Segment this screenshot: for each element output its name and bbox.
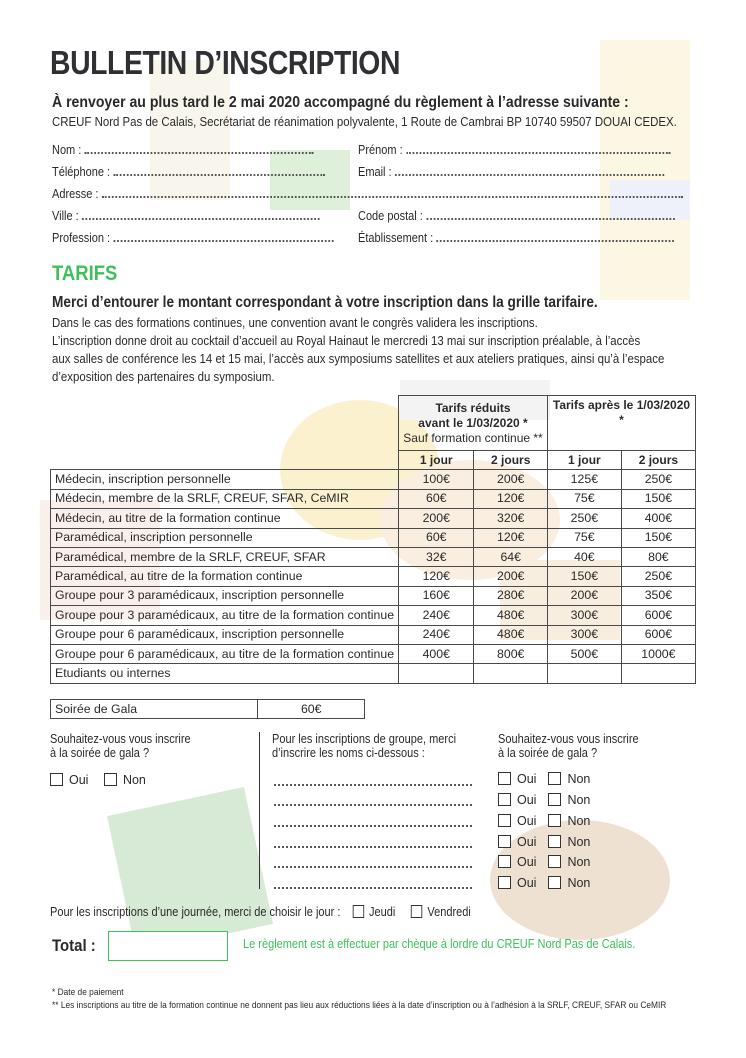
table-row — [51, 470, 696, 489]
etablissement-label: Établissement : — [358, 231, 434, 245]
non-checkbox[interactable] — [548, 876, 561, 889]
row-label: Groupe pour 3 paramédicaux, inscription personnelle — [51, 586, 399, 605]
non-label: Non — [567, 772, 591, 786]
col1-line: à la soirée de gala ? — [50, 746, 150, 760]
tarifs-heading: TARIFS — [52, 262, 118, 285]
oui-label: Oui — [517, 835, 537, 849]
tarif-instruction: Merci d’entourer le montant correspondant à votre inscription dans la grille tarifaire. — [52, 294, 598, 311]
table-row — [51, 509, 696, 528]
non-checkbox[interactable] — [548, 793, 561, 806]
gala-choice-individual — [50, 773, 146, 787]
total-label: Total : — [52, 936, 96, 955]
email-label: Email : — [358, 165, 392, 179]
ville-field[interactable] — [52, 208, 320, 223]
pricing-table — [50, 395, 696, 684]
price-cell[interactable]: 800€ — [474, 644, 548, 663]
oui-label: Oui — [69, 773, 89, 787]
price-cell[interactable]: 300€ — [547, 606, 621, 625]
oui-label: Oui — [517, 814, 537, 828]
price-cell[interactable]: 300€ — [547, 625, 621, 644]
non-checkbox[interactable] — [548, 835, 561, 848]
late-rate-title: Tarifs après le 1/03/2020 — [552, 398, 691, 412]
reduced-rate-header — [399, 396, 548, 451]
table-subheader-row — [51, 451, 696, 470]
price-cell[interactable]: 350€ — [621, 586, 695, 605]
profession-line[interactable] — [114, 230, 334, 242]
price-cell[interactable]: 250€ — [547, 509, 621, 528]
non-label: Non — [567, 793, 591, 807]
price-cell[interactable]: 400€ — [399, 644, 474, 663]
paragraph-line: aux salles de conférence les 14 et 15 mai, l’accès aux symposiums satellites et aux ateliers pratiques, ainsi qu’à l’espace — [52, 351, 665, 366]
day-choice — [50, 905, 471, 919]
row-label: Groupe pour 6 paramédicaux, au titre de la formation continue — [51, 644, 399, 663]
price-cell[interactable]: 75€ — [547, 528, 621, 547]
col3-line: Souhaitez-vous vous inscrire — [498, 732, 639, 746]
info-paragraph — [52, 314, 721, 386]
paragraph-line: Dans le cas des formations continues, une convention avant le congrès validera les inscriptions. — [52, 315, 538, 330]
mailing-address: CREUF Nord Pas de Calais, Secrétariat de réanimation polyvalente, 1 Route de Cambrai BP 10740 59507 DOUAI CEDEX. — [52, 114, 677, 129]
jeudi-checkbox[interactable] — [352, 905, 363, 918]
ville-label: Ville : — [52, 209, 79, 223]
oui-checkbox[interactable] — [50, 773, 63, 786]
price-cell[interactable]: 240€ — [399, 606, 474, 625]
group-gala-choice — [498, 772, 590, 786]
group-name-line[interactable] — [274, 784, 472, 786]
etablissement-line[interactable] — [437, 230, 675, 242]
page-title: BULLETIN D’INSCRIPTION — [50, 44, 401, 81]
footnote-date: * Date de paiement — [52, 987, 124, 998]
telephone-field[interactable] — [52, 164, 325, 179]
col3-line: à la soirée de gala ? — [498, 746, 598, 760]
price-cell[interactable] — [399, 664, 474, 683]
non-checkbox[interactable] — [548, 772, 561, 785]
price-cell[interactable]: 500€ — [547, 644, 621, 663]
group-gala-choice — [498, 855, 590, 869]
adresse-line[interactable] — [102, 186, 683, 198]
price-cell[interactable]: 200€ — [547, 586, 621, 605]
price-cell[interactable]: 150€ — [621, 528, 695, 547]
col2-instruction — [272, 732, 456, 760]
price-cell[interactable]: 32€ — [399, 547, 474, 566]
row-label: Médecin, membre de la SRLF, CREUF, SFAR, CeMIR — [51, 489, 399, 508]
price-cell[interactable]: 480€ — [474, 625, 548, 644]
footnote-formation: ** Les inscriptions au titre de la formation continue ne donnent pas lieu aux réductions liées à la date d’inscription ou à l’adhésion à la SRLF, CREUF, SFAR ou CeMIR — [52, 1000, 667, 1011]
oui-label: Oui — [517, 772, 537, 786]
col3-question — [498, 732, 639, 760]
oui-checkbox[interactable] — [498, 772, 511, 785]
table-row — [51, 489, 696, 508]
reduced-rate-title: Tarifs réduits — [435, 400, 511, 415]
email-line[interactable] — [395, 164, 664, 176]
vendredi-checkbox[interactable] — [411, 905, 422, 918]
nom-line[interactable] — [85, 142, 314, 154]
non-checkbox[interactable] — [104, 773, 117, 786]
adresse-field[interactable] — [52, 186, 683, 201]
non-label: Non — [567, 814, 591, 828]
group-name-line[interactable] — [274, 846, 472, 848]
group-gala-choice — [498, 876, 590, 890]
price-cell[interactable]: 320€ — [474, 509, 548, 528]
ville-line[interactable] — [82, 208, 320, 220]
paragraph-line: L’inscription donne droit au cocktail d’accueil au Royal Hainaut le mercredi 13 mai sur inscription préalable, à l’accès — [52, 333, 641, 348]
prenom-label: Prénom : — [358, 143, 403, 157]
row-label: Médecin, inscription personnelle — [51, 470, 399, 489]
sub-header-cell: 1 jour — [399, 451, 474, 470]
oui-checkbox[interactable] — [498, 793, 511, 806]
vendredi-label: Vendredi — [427, 905, 471, 919]
price-cell[interactable]: 250€ — [621, 567, 695, 586]
total-input[interactable] — [108, 931, 228, 961]
oui-checkbox[interactable] — [498, 835, 511, 848]
table-row — [51, 528, 696, 547]
price-cell[interactable]: 600€ — [621, 625, 695, 644]
reduced-rate-date: avant le 1/03/2020 * — [418, 415, 528, 430]
nom-label: Nom : — [52, 143, 82, 157]
late-rate-note: * — [619, 413, 624, 427]
oui-label: Oui — [517, 793, 537, 807]
table-row — [51, 586, 696, 605]
sub-header-cell: 2 jours — [474, 451, 548, 470]
col2-line: d’inscrire les noms ci-dessous : — [272, 746, 425, 760]
price-cell[interactable]: 400€ — [621, 509, 695, 528]
price-cell[interactable]: 60€ — [399, 528, 474, 547]
price-cell[interactable] — [474, 664, 548, 683]
group-name-line[interactable] — [274, 887, 472, 889]
table-row — [51, 547, 696, 566]
table-row — [51, 664, 696, 683]
row-label: Groupe pour 3 paramédicaux, au titre de la formation continue — [51, 606, 399, 625]
row-label: Paramédical, membre de la SRLF, CREUF, SFAR — [51, 547, 399, 566]
profession-label: Profession : — [52, 231, 111, 245]
price-cell[interactable]: 125€ — [547, 470, 621, 489]
price-cell[interactable]: 240€ — [399, 625, 474, 644]
late-rate-header — [547, 396, 695, 451]
group-gala-choice — [498, 793, 590, 807]
gala-row — [51, 700, 365, 719]
row-label: Paramédical, au titre de la formation continue — [51, 567, 399, 586]
row-label: Paramédical, inscription personnelle — [51, 528, 399, 547]
code-postal-line[interactable] — [426, 208, 674, 220]
email-field[interactable] — [358, 164, 664, 179]
table-header-row — [51, 396, 696, 451]
col1-line: Souhaitez-vous vous inscrire — [50, 732, 191, 746]
non-label: Non — [122, 773, 146, 787]
gala-table — [50, 699, 365, 719]
etablissement-field[interactable] — [358, 230, 674, 245]
profession-field[interactable] — [52, 230, 334, 245]
price-cell[interactable]: 120€ — [474, 528, 548, 547]
oui-checkbox[interactable] — [498, 876, 511, 889]
payment-note: Le règlement est à effectuer par chèque à lordre du CREUF Nord Pas de Calais. — [243, 937, 636, 951]
price-cell[interactable]: 480€ — [474, 606, 548, 625]
telephone-line[interactable] — [114, 164, 325, 176]
table-row — [51, 567, 696, 586]
oui-checkbox[interactable] — [498, 855, 511, 868]
column-divider — [259, 732, 260, 889]
col1-question — [50, 732, 191, 760]
price-cell[interactable]: 80€ — [621, 547, 695, 566]
group-gala-choice — [498, 814, 590, 828]
price-cell[interactable] — [547, 664, 621, 683]
price-cell[interactable]: 150€ — [547, 567, 621, 586]
table-row — [51, 606, 696, 625]
price-cell[interactable]: 200€ — [399, 509, 474, 528]
price-cell[interactable]: 60€ — [399, 489, 474, 508]
gala-label: Soirée de Gala — [51, 700, 258, 719]
oui-checkbox[interactable] — [498, 814, 511, 827]
table-corner — [51, 396, 399, 451]
prenom-field[interactable] — [358, 142, 670, 157]
non-checkbox[interactable] — [548, 855, 561, 868]
non-label: Non — [567, 835, 591, 849]
price-cell[interactable]: 1000€ — [621, 644, 695, 663]
jeudi-label: Jeudi — [369, 905, 396, 919]
row-label: Groupe pour 6 paramédicaux, inscription personnelle — [51, 625, 399, 644]
price-cell[interactable]: 150€ — [621, 489, 695, 508]
price-cell[interactable]: 120€ — [399, 567, 474, 586]
non-label: Non — [567, 855, 591, 869]
price-cell[interactable]: 160€ — [399, 586, 474, 605]
row-label: Médecin, au titre de la formation continue — [51, 509, 399, 528]
return-instructions: À renvoyer au plus tard le 2 mai 2020 accompagné du règlement à l’adresse suivante : — [52, 94, 629, 111]
price-cell[interactable] — [621, 664, 695, 683]
code-postal-label: Code postal : — [358, 209, 423, 223]
nom-field[interactable] — [52, 142, 314, 157]
oui-label: Oui — [517, 855, 537, 869]
telephone-label: Téléphone : — [52, 165, 111, 179]
day-choice-label: Pour les inscriptions d’une journée, merci de choisir le jour : — [50, 905, 341, 919]
table-row — [51, 644, 696, 663]
table-corner — [51, 451, 399, 470]
price-cell[interactable]: 100€ — [399, 470, 474, 489]
adresse-label: Adresse : — [52, 187, 99, 201]
group-name-line[interactable] — [274, 804, 472, 806]
non-checkbox[interactable] — [548, 814, 561, 827]
price-cell[interactable]: 120€ — [474, 489, 548, 508]
sub-header-cell: 1 jour — [547, 451, 621, 470]
price-cell[interactable]: 40€ — [547, 547, 621, 566]
col2-line: Pour les inscriptions de groupe, merci — [272, 732, 457, 746]
paragraph-line: d’exposition des partenaires du symposium. — [52, 369, 275, 384]
group-name-line[interactable] — [274, 825, 472, 827]
table-row — [51, 625, 696, 644]
price-cell[interactable]: 200€ — [474, 470, 548, 489]
price-cell[interactable]: 64€ — [474, 547, 548, 566]
group-gala-choice — [498, 835, 590, 849]
oui-label: Oui — [517, 876, 537, 890]
row-label: Etudiants ou internes — [51, 664, 399, 683]
price-cell[interactable]: 75€ — [547, 489, 621, 508]
sub-header-cell: 2 jours — [621, 451, 695, 470]
non-label: Non — [567, 876, 591, 890]
price-cell[interactable]: 250€ — [621, 470, 695, 489]
code-postal-field[interactable] — [358, 208, 675, 223]
price-cell[interactable]: 280€ — [474, 586, 548, 605]
price-cell[interactable]: 200€ — [474, 567, 548, 586]
gala-price[interactable]: 60€ — [258, 700, 365, 719]
price-cell[interactable]: 600€ — [621, 606, 695, 625]
reduced-rate-note: Sauf formation continue ** — [403, 430, 543, 445]
prenom-line[interactable] — [406, 142, 670, 154]
group-name-line[interactable] — [274, 866, 472, 868]
